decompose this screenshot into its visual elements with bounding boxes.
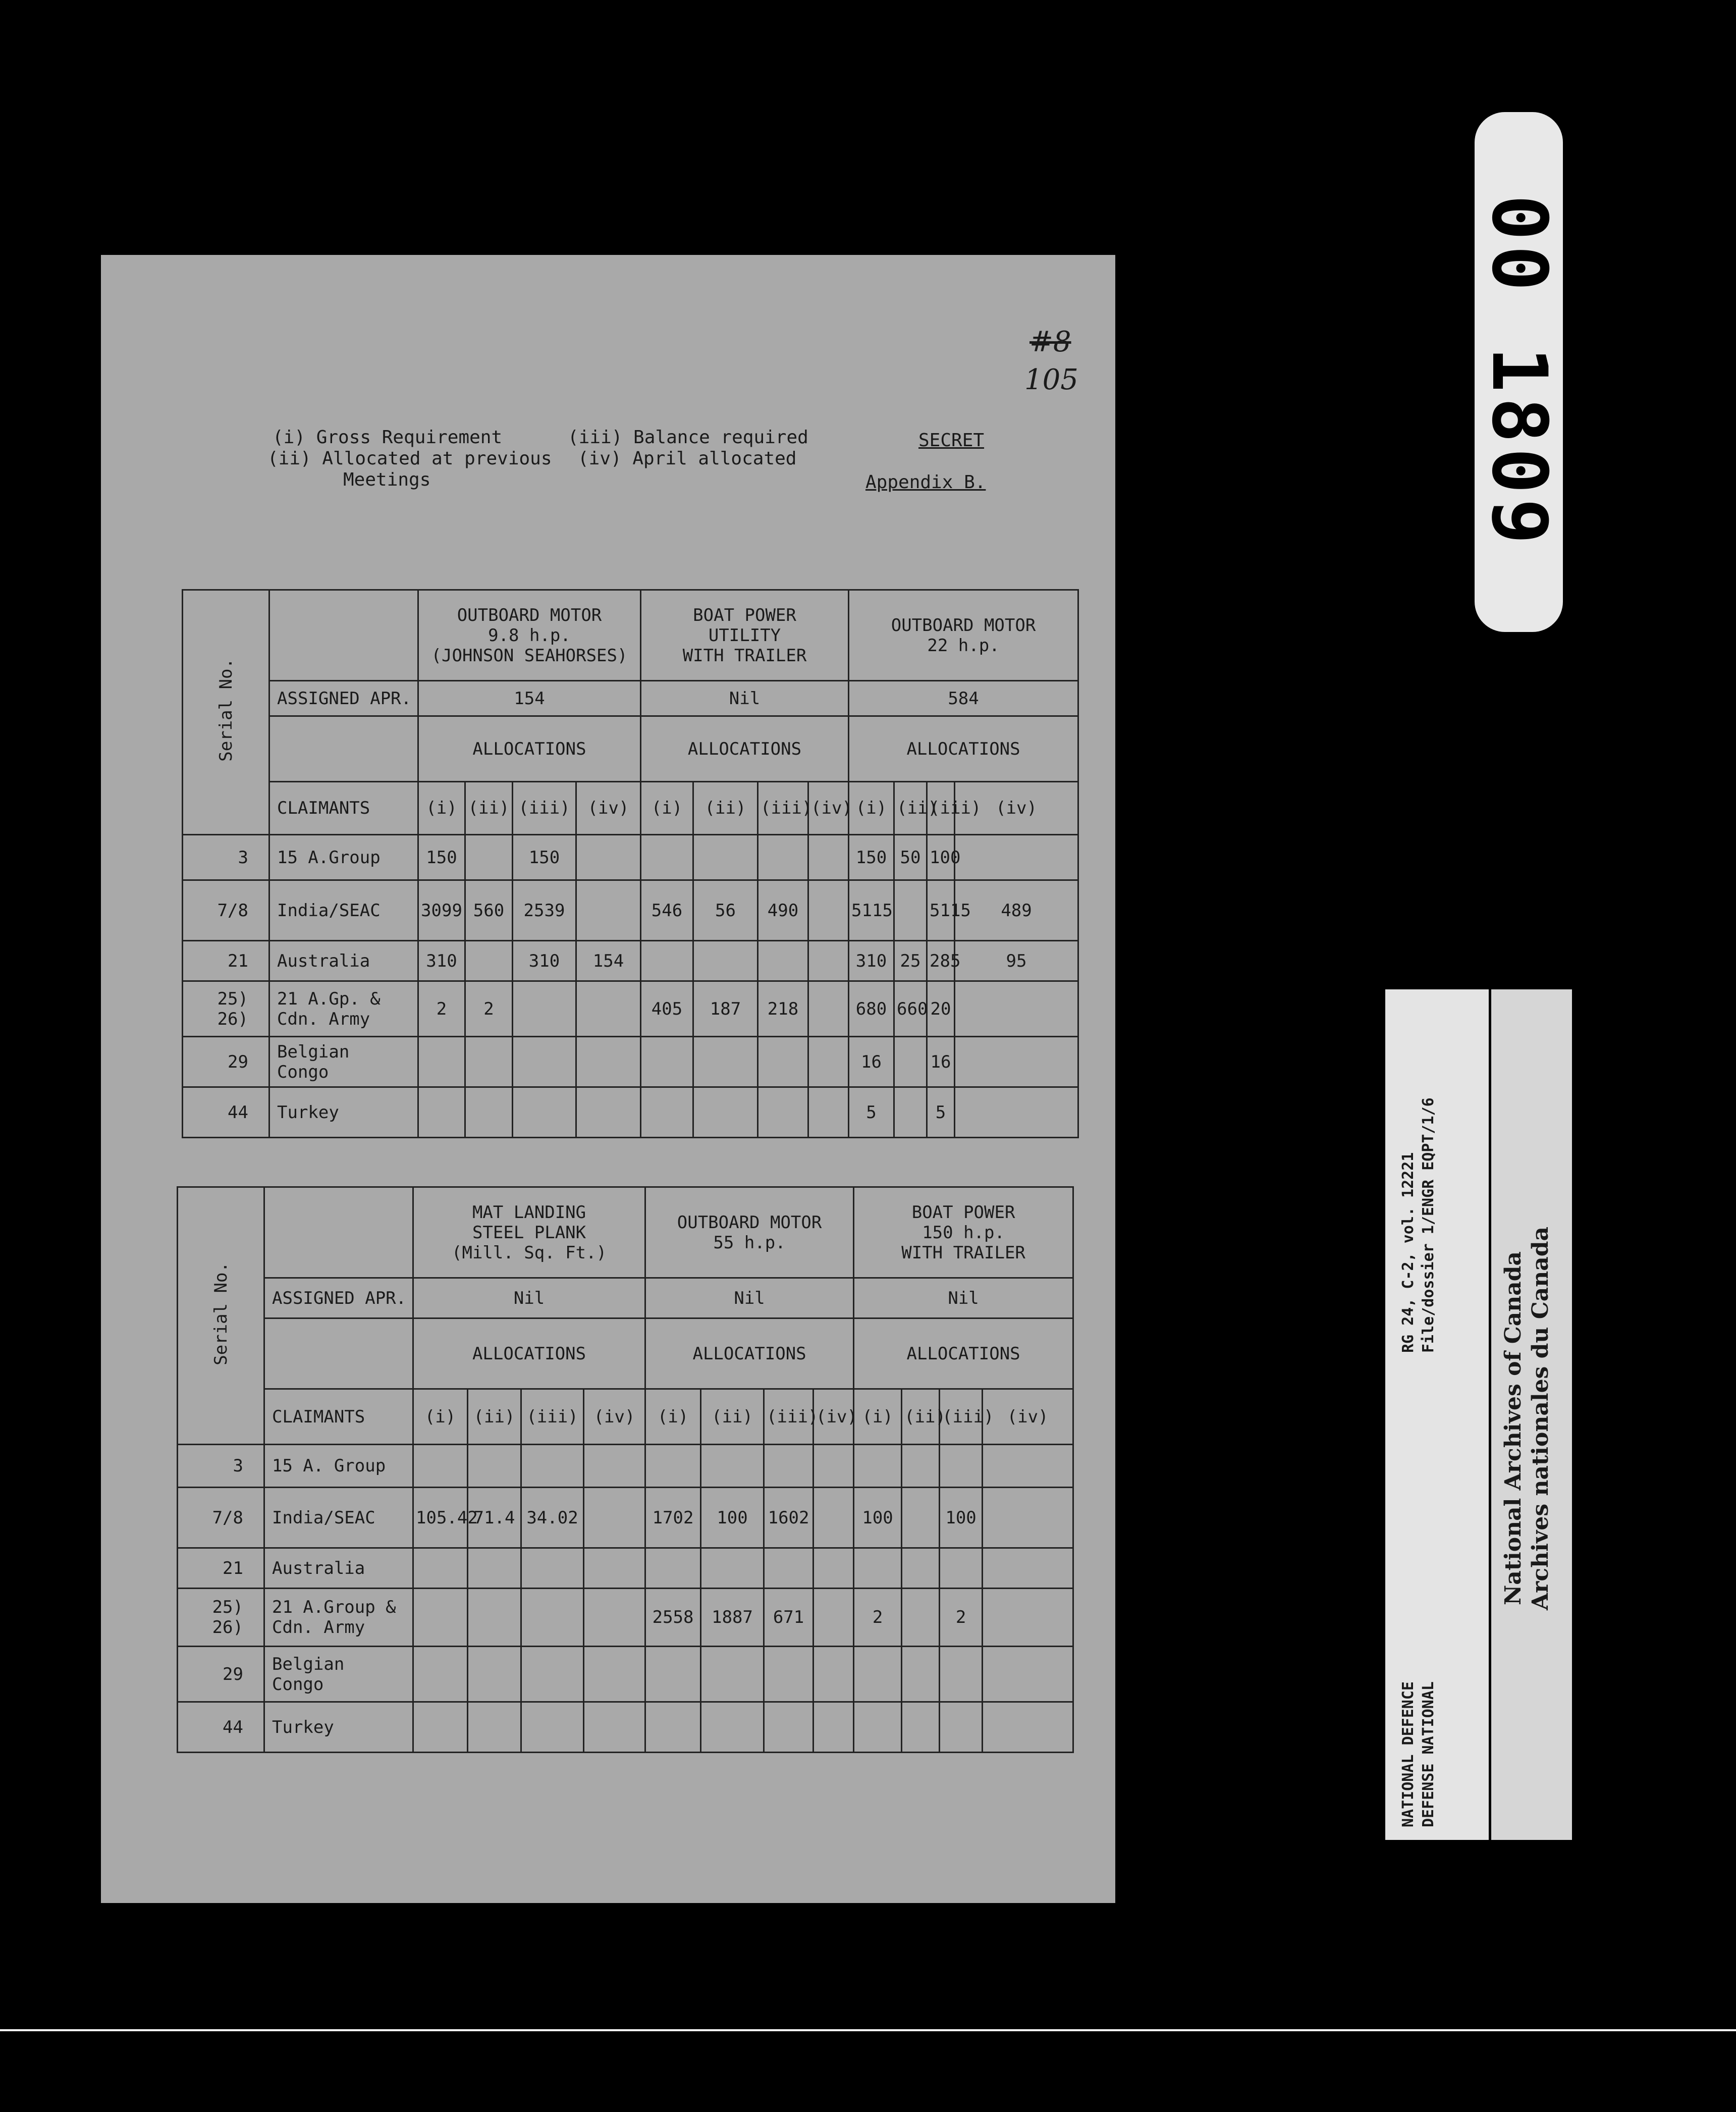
value-cell: 71.4 (468, 1488, 521, 1548)
value-cell (983, 1589, 1073, 1647)
value-cell (955, 1037, 1078, 1087)
value-cell (468, 1702, 521, 1753)
value-cell: 105.42 (413, 1488, 468, 1548)
value-cell: 285 (927, 941, 955, 981)
col-header: (iii) (940, 1389, 983, 1445)
value-cell (955, 1087, 1078, 1138)
value-cell (418, 1087, 465, 1138)
value-cell (468, 1445, 521, 1488)
value-cell (808, 880, 849, 941)
col-header: (iii) (521, 1389, 584, 1445)
value-cell (693, 835, 758, 880)
value-cell: 310 (849, 941, 894, 981)
value-cell (813, 1647, 854, 1702)
value-cell (468, 1548, 521, 1589)
value-cell: 100 (940, 1488, 983, 1548)
value-cell (693, 1037, 758, 1087)
value-cell: 150 (513, 835, 576, 880)
value-cell (808, 941, 849, 981)
col-header: (i) (849, 782, 894, 835)
value-cell (894, 1087, 927, 1138)
value-cell: 310 (418, 941, 465, 981)
value-cell (693, 941, 758, 981)
col-header: (ii) (693, 782, 758, 835)
value-cell: 95 (955, 941, 1078, 981)
value-cell (813, 1488, 854, 1548)
value-cell (902, 1548, 940, 1589)
value-cell: 20 (927, 981, 955, 1037)
value-cell: 187 (693, 981, 758, 1037)
col-header: (i) (854, 1389, 902, 1445)
col-header: (iv) (584, 1389, 645, 1445)
value-cell (983, 1548, 1073, 1589)
table-row (178, 1589, 1073, 1647)
handwritten-crossed-number: #8 (1029, 326, 1071, 358)
table-row (183, 941, 1078, 981)
value-cell: 150 (418, 835, 465, 880)
document-sheet (101, 255, 1115, 1903)
value-cell: 489 (955, 880, 1078, 941)
value-cell: 2 (418, 981, 465, 1037)
value-cell: 100 (927, 835, 955, 880)
archives-name-fr: Archives nationales du Canada (1528, 1226, 1553, 1610)
allocations-header-1: ALLOCATIONS (413, 1318, 645, 1389)
department-line1: NATIONAL DEFENCE (1399, 1681, 1417, 1827)
value-cell: 405 (641, 981, 693, 1037)
value-cell (764, 1702, 813, 1753)
table-row (183, 835, 1078, 880)
value-cell (641, 941, 693, 981)
archives-name-en: National Archives of Canada (1500, 1251, 1526, 1605)
value-cell (808, 1087, 849, 1138)
serial-cell: 7/8 (178, 1488, 264, 1548)
serial-cell: 21 (183, 941, 269, 981)
classification-secret: SECRET (918, 430, 985, 451)
col-header: (ii) (465, 782, 513, 835)
value-cell (701, 1647, 764, 1702)
value-cell: 2 (465, 981, 513, 1037)
value-cell (758, 1087, 808, 1138)
value-cell (513, 1087, 576, 1138)
col-header: (iv) (983, 1389, 1073, 1445)
value-cell: 5 (927, 1087, 955, 1138)
legend-gross: (i) Gross Requirement (273, 427, 503, 448)
value-cell: 16 (927, 1037, 955, 1087)
value-cell: 5 (849, 1087, 894, 1138)
value-cell (854, 1702, 902, 1753)
legend-april: (iv) April allocated (578, 448, 797, 469)
legend-allocated: (ii) Allocated at previous (267, 448, 552, 469)
value-cell (902, 1445, 940, 1488)
value-cell (983, 1647, 1073, 1702)
value-cell (854, 1445, 902, 1488)
claimant-cell: 15 A.Group (269, 835, 418, 880)
value-cell (576, 1037, 641, 1087)
value-cell: 154 (576, 941, 641, 981)
assigned-value-3: Nil (854, 1278, 1073, 1318)
value-cell (955, 981, 1078, 1037)
value-cell: 5115 (849, 880, 894, 941)
assigned-value-1: 154 (418, 681, 641, 716)
value-cell (902, 1488, 940, 1548)
value-cell (465, 941, 513, 981)
value-cell (813, 1589, 854, 1647)
table-row (178, 1702, 1073, 1753)
value-cell (521, 1702, 584, 1753)
value-cell: 100 (854, 1488, 902, 1548)
value-cell (641, 1087, 693, 1138)
value-cell: 680 (849, 981, 894, 1037)
value-cell: 546 (641, 880, 693, 941)
allocation-table-1 (182, 589, 1079, 1138)
value-cell (808, 981, 849, 1037)
value-cell (641, 1037, 693, 1087)
value-cell (902, 1647, 940, 1702)
value-cell (413, 1548, 468, 1589)
col-header: (ii) (902, 1389, 940, 1445)
value-cell: 5115 (927, 880, 955, 941)
value-cell (584, 1445, 645, 1488)
col-header: (iv) (955, 782, 1078, 835)
archive-ref-line1: RG 24, C-2, vol. 12221 (1399, 1152, 1417, 1353)
value-cell: 34.02 (521, 1488, 584, 1548)
value-cell (576, 835, 641, 880)
claimant-cell: 21 A.Group & Cdn. Army (264, 1589, 413, 1647)
col-header: (iii) (764, 1389, 813, 1445)
value-cell (641, 835, 693, 880)
serial-cell: 25) 26) (178, 1589, 264, 1647)
value-cell: 25 (894, 941, 927, 981)
table-row (178, 1488, 1073, 1548)
claimant-cell: India/SEAC (264, 1488, 413, 1548)
handwritten-page-number: 105 (1024, 363, 1078, 396)
value-cell (758, 941, 808, 981)
appendix-label: Appendix B. (865, 472, 986, 493)
table-row (183, 1087, 1078, 1138)
value-cell (645, 1548, 701, 1589)
value-cell (701, 1702, 764, 1753)
col-header: (iii) (513, 782, 576, 835)
value-cell (758, 835, 808, 880)
value-cell (645, 1647, 701, 1702)
claimants-header: CLAIMANTS (269, 782, 418, 835)
table-row (183, 981, 1078, 1037)
col-header: (ii) (894, 782, 927, 835)
value-cell (584, 1589, 645, 1647)
claimant-cell: India/SEAC (269, 880, 418, 941)
table-row (178, 1445, 1073, 1488)
assigned-label: ASSIGNED APR. (269, 681, 418, 716)
archive-ref-line2: File/dossier 1/ENGR EQPT/1/6 (1420, 1097, 1437, 1353)
value-cell (854, 1548, 902, 1589)
col-header: (ii) (701, 1389, 764, 1445)
serial-cell: 29 (183, 1037, 269, 1087)
value-cell (701, 1548, 764, 1589)
item-header-2: OUTBOARD MOTOR 55 h.p. (645, 1187, 854, 1278)
value-cell: 50 (894, 835, 927, 880)
col-header: (iv) (576, 782, 641, 835)
value-cell (584, 1488, 645, 1548)
value-cell: 1602 (764, 1488, 813, 1548)
value-cell (983, 1702, 1073, 1753)
col-header: (i) (413, 1389, 468, 1445)
serial-cell: 44 (183, 1087, 269, 1138)
serial-cell: 21 (178, 1548, 264, 1589)
value-cell (940, 1445, 983, 1488)
serial-cell: 44 (178, 1702, 264, 1753)
value-cell: 150 (849, 835, 894, 880)
value-cell (955, 835, 1078, 880)
value-cell: 1887 (701, 1589, 764, 1647)
value-cell (940, 1647, 983, 1702)
value-cell (584, 1647, 645, 1702)
value-cell (764, 1548, 813, 1589)
col-header: (i) (641, 782, 693, 835)
allocations-header-3: ALLOCATIONS (849, 716, 1078, 782)
assigned-value-3: 584 (849, 681, 1078, 716)
value-cell (584, 1548, 645, 1589)
item-header-2: BOAT POWER UTILITY WITH TRAILER (641, 590, 849, 681)
department-line2: DEFENSE NATIONAL (1420, 1681, 1437, 1827)
value-cell (413, 1702, 468, 1753)
value-cell (521, 1445, 584, 1488)
allocations-header-3: ALLOCATIONS (854, 1318, 1073, 1389)
serial-header: Serial No. (183, 590, 269, 835)
value-cell: 1702 (645, 1488, 701, 1548)
claimant-cell: Australia (269, 941, 418, 981)
table-row (178, 1647, 1073, 1702)
claimant-cell: 15 A. Group (264, 1445, 413, 1488)
value-cell (465, 835, 513, 880)
reel-number-text: 00 1809 (1475, 194, 1563, 550)
col-header: (i) (645, 1389, 701, 1445)
value-cell (521, 1548, 584, 1589)
value-cell (645, 1702, 701, 1753)
value-cell (940, 1548, 983, 1589)
value-cell (513, 1037, 576, 1087)
col-header: (i) (418, 782, 465, 835)
value-cell (894, 1037, 927, 1087)
serial-header: Serial No. (178, 1187, 264, 1445)
allocations-header-1: ALLOCATIONS (418, 716, 641, 782)
claimant-cell: Turkey (269, 1087, 418, 1138)
value-cell (758, 1037, 808, 1087)
value-cell (576, 880, 641, 941)
claimant-cell: 21 A.Gp. & Cdn. Army (269, 981, 418, 1037)
microfilm-reel-number (1475, 112, 1563, 632)
assigned-value-2: Nil (645, 1278, 854, 1318)
allocations-header-2: ALLOCATIONS (641, 716, 849, 782)
value-cell (764, 1647, 813, 1702)
value-cell (808, 1037, 849, 1087)
value-cell (813, 1548, 854, 1589)
value-cell: 671 (764, 1589, 813, 1647)
claimant-cell: Belgian Congo (269, 1037, 418, 1087)
table-row (183, 880, 1078, 941)
table-row (178, 1548, 1073, 1589)
value-cell (645, 1445, 701, 1488)
value-cell (983, 1445, 1073, 1488)
assigned-value-1: Nil (413, 1278, 645, 1318)
value-cell (701, 1445, 764, 1488)
value-cell: 560 (465, 880, 513, 941)
value-cell (808, 835, 849, 880)
value-cell (468, 1647, 521, 1702)
col-header: (iv) (808, 782, 849, 835)
assigned-value-2: Nil (641, 681, 849, 716)
value-cell (902, 1702, 940, 1753)
col-header: (ii) (468, 1389, 521, 1445)
legend-meetings: Meetings (343, 469, 431, 490)
serial-cell: 29 (178, 1647, 264, 1702)
col-header: (iv) (813, 1389, 854, 1445)
value-cell: 3099 (418, 880, 465, 941)
value-cell (983, 1488, 1073, 1548)
col-header: (iii) (927, 782, 955, 835)
value-cell (413, 1647, 468, 1702)
value-cell: 56 (693, 880, 758, 941)
value-cell (576, 1087, 641, 1138)
value-cell: 490 (758, 880, 808, 941)
assigned-label: ASSIGNED APR. (264, 1278, 413, 1318)
value-cell (693, 1087, 758, 1138)
claimant-cell: Australia (264, 1548, 413, 1589)
item-header-3: OUTBOARD MOTOR 22 h.p. (849, 590, 1078, 681)
serial-cell: 3 (178, 1445, 264, 1488)
value-cell (940, 1702, 983, 1753)
legend-balance: (iii) Balance required (568, 427, 808, 448)
col-header: (iii) (758, 782, 808, 835)
allocation-table-2 (177, 1186, 1074, 1753)
value-cell (813, 1702, 854, 1753)
table-row (183, 1037, 1078, 1087)
value-cell (513, 981, 576, 1037)
value-cell (521, 1589, 584, 1647)
item-header-3: BOAT POWER 150 h.p. WITH TRAILER (854, 1187, 1073, 1278)
value-cell (813, 1445, 854, 1488)
value-cell (413, 1589, 468, 1647)
value-cell: 16 (849, 1037, 894, 1087)
value-cell: 218 (758, 981, 808, 1037)
value-cell (465, 1087, 513, 1138)
value-cell: 100 (701, 1488, 764, 1548)
archive-name-label (1491, 989, 1572, 1840)
value-cell (764, 1445, 813, 1488)
item-header-1: OUTBOARD MOTOR 9.8 h.p. (JOHNSON SEAHORSES) (418, 590, 641, 681)
value-cell: 2539 (513, 880, 576, 941)
value-cell: 2558 (645, 1589, 701, 1647)
archive-reference-label (1385, 989, 1489, 1840)
value-cell (576, 981, 641, 1037)
value-cell (521, 1647, 584, 1702)
allocations-header-2: ALLOCATIONS (645, 1318, 854, 1389)
value-cell: 310 (513, 941, 576, 981)
value-cell: 660 (894, 981, 927, 1037)
value-cell (584, 1702, 645, 1753)
serial-cell: 3 (183, 835, 269, 880)
value-cell: 2 (854, 1589, 902, 1647)
claimant-cell: Belgian Congo (264, 1647, 413, 1702)
item-header-1: MAT LANDING STEEL PLANK (Mill. Sq. Ft.) (413, 1187, 645, 1278)
value-cell (894, 880, 927, 941)
claimants-header: CLAIMANTS (264, 1389, 413, 1445)
value-cell (465, 1037, 513, 1087)
scan-edge-line (0, 2029, 1736, 2031)
value-cell (468, 1589, 521, 1647)
value-cell (418, 1037, 465, 1087)
value-cell: 2 (940, 1589, 983, 1647)
claimant-cell: Turkey (264, 1702, 413, 1753)
value-cell (902, 1589, 940, 1647)
serial-cell: 7/8 (183, 880, 269, 941)
value-cell (854, 1647, 902, 1702)
serial-cell: 25) 26) (183, 981, 269, 1037)
value-cell (413, 1445, 468, 1488)
